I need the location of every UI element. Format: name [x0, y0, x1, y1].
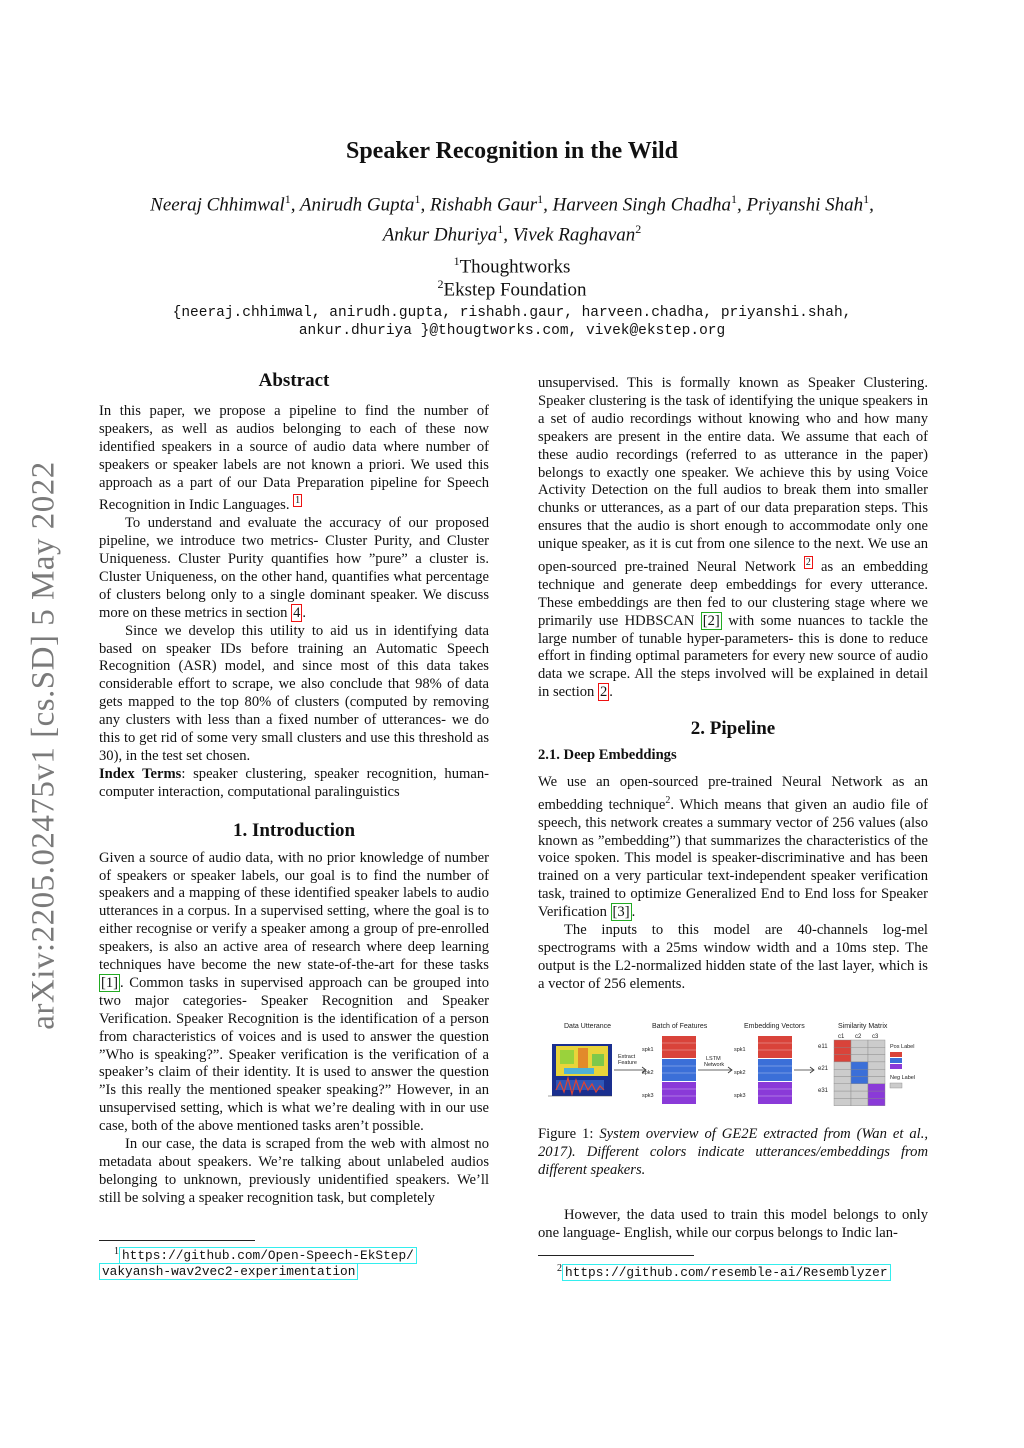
- label-similarity-matrix: Similarity Matrix: [838, 1022, 888, 1030]
- footnote-ref-link[interactable]: 1: [295, 495, 301, 507]
- author-line-2: Ankur Dhuriya$^1$, Vivek Raghavan$^2$: [382, 222, 642, 246]
- label-lstm: LSTM: [706, 1055, 721, 1062]
- abstract-paragraph-3: Since we develop this utility to aid us in identifying data based on speaker IDs before training an Automatic Speech Recognition (ASR) model, and since most of this data takes considerable effort to scrape, we also conclude that 98% of data gets mapped to the top 80% of clusters (computed by removing any clusters with less than a fixed number of utterances- we do this to get rid of some very small clusters and use this threshold as 30), in the test set chosen.: [99, 622, 489, 764]
- similarity-cell: [851, 1076, 868, 1083]
- label-c1: c1: [838, 1033, 845, 1040]
- feature-block-spk3: [662, 1082, 696, 1104]
- similarity-cell: [834, 1084, 851, 1091]
- citation-link[interactable]: [2]: [702, 612, 720, 629]
- legend-spk1: [890, 1052, 902, 1057]
- similarity-cell: [851, 1091, 868, 1098]
- footnote-rule-right: [538, 1255, 694, 1256]
- feature-block-spk1: [662, 1036, 696, 1058]
- author: Neeraj Chhimwal: [150, 194, 285, 216]
- paper-title: Speaker Recognition in the Wild: [345, 138, 679, 164]
- footnote-link[interactable]: https://github.com/resemble-ai/Resemblyzer: [562, 1264, 891, 1281]
- figure-1: [538, 1016, 928, 1126]
- similarity-cell: [851, 1098, 868, 1105]
- citation-link[interactable]: [3]: [612, 904, 630, 921]
- author: Priyanshi Shah: [746, 194, 864, 216]
- abstract-heading: Abstract: [258, 370, 330, 391]
- footnote-ref-link[interactable]: 2: [805, 557, 811, 569]
- similarity-cell: [834, 1062, 851, 1069]
- similarity-cell: [868, 1040, 885, 1047]
- footnote-rule-left: [99, 1240, 255, 1241]
- similarity-cell: [851, 1047, 868, 1054]
- right-paragraph-4: However, the data used to train this model belongs to only one language- English, while our corpus belongs to Indic lan-: [538, 1207, 928, 1242]
- similarity-cell: [868, 1091, 885, 1098]
- similarity-cell: [834, 1040, 851, 1047]
- right-paragraph-2: We use an open-sourced pre-trained Neural Network as an embedding technique$^2$. Which means that given an audio file of speech, this network creates a summary vector of 256 values (also known as ”embedding”) that summarizes the characteristics of the voice spoken. This model is speaker-discriminative and has been trained on a very particular text-independent speaker verification task, trained to optimize Generalized End to End loss for Speaker Verification [3] .: [538, 773, 928, 921]
- right-column: [538, 375, 928, 1243]
- author: Vivek Raghavan: [512, 224, 636, 246]
- abstract-paragraph-1: In this paper, we propose a pipeline to find the number of speakers, as well as audios belonging to each of these now identified speakers in a source of audio data where number of speakers or speaker labels are not known a priori. We used this approach as a part of our Data Preparation pipeline for Speech Recognition in Indic Languages. $^1$: [99, 402, 489, 514]
- similarity-cell: [868, 1098, 885, 1105]
- author: Harveen Singh Chadha: [552, 194, 731, 216]
- similarity-cell: [868, 1069, 885, 1076]
- label-spk2-b: spk2: [734, 1069, 746, 1076]
- footnote-left: $^1$ https://github.com/Open-Speech-EkStep/ vakyansh-wav2vec2-experimentation: [99, 1244, 499, 1280]
- author: Anirudh Gupta: [299, 194, 415, 216]
- spectrogram-image: [548, 1044, 612, 1096]
- figure-caption: Figure 1: System overview of GE2E extracted from (Wan et al., 2017). Different colors indicate utterances/embeddings from different speakers.: [538, 1125, 928, 1178]
- label-embedding-vectors: Embedding Vectors: [744, 1022, 805, 1030]
- label-neg: Neg Label: [890, 1074, 916, 1081]
- footnote-link[interactable]: https://github.com/Open-Speech-EkStep/: [119, 1247, 417, 1264]
- label-e11: e11: [818, 1043, 828, 1050]
- author: Rishabh Gaur: [429, 194, 538, 216]
- deep-embeddings-heading: 2.1. Deep Embeddings: [538, 747, 677, 764]
- legend-spk2: [890, 1058, 902, 1063]
- similarity-cell: [868, 1076, 885, 1083]
- similarity-cell: [868, 1084, 885, 1091]
- label-e21: e21: [818, 1065, 829, 1072]
- label-data-utterance: Data Utterance: [564, 1022, 612, 1030]
- label-spk3-a: spk3: [642, 1092, 654, 1099]
- legend-neg: [890, 1083, 902, 1088]
- label-c3: c3: [872, 1033, 879, 1040]
- abstract-paragraph-2: To understand and evaluate the accuracy of our proposed pipeline, we introduce two metrics- Cluster Purity, and Cluster Uniqueness. Cluster Purity quantifies how ”pure” a cluster is. Cluster Uniqueness, on the other hand, quantifies what percentage of clusters belong only to a single dominant speaker. We discuss more on these metrics in section 4 .: [99, 515, 489, 621]
- label-spk2-a: spk2: [642, 1069, 654, 1076]
- pipeline-heading: 2. Pipeline: [690, 718, 776, 740]
- right-paragraph-1: unsupervised. This is formally known as Speaker Clustering. Speaker clustering is the task of identifying the unique speakers in a set of audio recordings without knowing who and how many speakers are present in the entire data. We assume that each of these audio recordings (referred to as utterance in the paper) belongs to exactly one speaker. We achieve this by using Voice Activity Detection on the full audios to break them into smaller chunks or utterances, as a part of our data preparation steps. This ensures that the audio is short enough to accommodate only one unique speaker, as it is cut from one silence to the next. We use an open-sourced pre-trained Neural Network $^2$ as an embedding technique and generate deep embeddings for every utterance. These embeddings are then fed to our clustering stage where we primarily use HDBSCAN [2] with some nuances to tackle the large number of tunable hyper-parameters- this is done to reduce effort in finding optimal parameters for every new source of audio data we scrape. All the steps involved will be explained in detail in section 2 .: [538, 375, 929, 701]
- similarity-cell: [851, 1069, 868, 1076]
- similarity-cell: [834, 1098, 851, 1105]
- right-paragraph-3: The inputs to this model are 40-channels log-mel spectrograms with a 25ms window width and a 10ms step. The output is the L2-normalized hidden state of the last layer, which is a vector of 256 elements.: [538, 922, 928, 992]
- similarity-cell: [868, 1062, 885, 1069]
- embedding-block-spk1: [758, 1036, 792, 1058]
- embedding-block-spk2: [758, 1059, 792, 1081]
- footnote-right: $^2$ https://github.com/resemble-ai/Resemblyzer: [538, 1261, 938, 1281]
- label-batch-features: Batch of Features: [652, 1022, 708, 1030]
- intro-paragraph-2: In our case, the data is scraped from the web with almost no metadata about speakers. We’re talking about unlabeled audios belonging to unknown, previously unidentified speakers. We’ll still be solving a speaker recognition task, but completely: [99, 1136, 489, 1206]
- label-pos: Pos Label: [890, 1043, 915, 1050]
- section-ref-link[interactable]: 4: [293, 604, 301, 621]
- left-column: [99, 372, 489, 1208]
- ge2e-diagram: [538, 1016, 928, 1126]
- similarity-cell: [834, 1047, 851, 1054]
- author-list: [60, 187, 964, 248]
- similarity-cell: [851, 1062, 868, 1069]
- author: Ankur Dhuriya: [382, 224, 498, 246]
- footnote-link-cont[interactable]: vakyansh-wav2vec2-experimentation: [99, 1263, 358, 1280]
- author-emails: {neeraj.chhimwal, anirudh.gupta, rishabh.gaur, harveen.chadha, priyanshi.shah, ankur.dhuriya }@thougtworks.com, vivek@ekstep.org: [172, 305, 852, 339]
- similarity-cell: [851, 1054, 868, 1061]
- similarity-cell: [868, 1054, 885, 1061]
- embedding-block-spk3: [758, 1082, 792, 1104]
- affiliation-2: $^2$Ekstep Foundation: [437, 277, 587, 301]
- label-spk1-b: spk1: [734, 1046, 746, 1053]
- citation-link[interactable]: [1]: [101, 974, 119, 991]
- index-terms: Index Terms: speaker clustering, speaker recognition, human-computer interaction, computational paralinguistics: [99, 765, 489, 800]
- label-c2: c2: [855, 1033, 862, 1040]
- similarity-cell: [834, 1076, 851, 1083]
- label-network: Network: [704, 1061, 725, 1068]
- section-ref-link[interactable]: 2: [600, 684, 608, 701]
- arxiv-stamp-text: arXiv:2205.02475v1 [cs.SD] 5 May 2022: [25, 460, 62, 1030]
- intro-paragraph-1: Given a source of audio data, with no prior knowledge of number of speakers or speaker labels, our goal is to find the number of speakers and a mapping of these identified speaker labels to audio utterances in a corpus. In a supervised setting, where the goal is to either recognise or verify a speaker among a group of pre-enrolled speakers, is also an active area of research where deep learning techniques have become the new state-of-the-art for these tasks [1] . Common tasks in supervised approach can be grouped into two major categories- Speaker Recognition and Speaker Verification. Speaker Recognition is the identification of a person from characteristics of voices and is used to answer the question ”Who is speaking?”. Speaker verification is the verification of a speaker’s claim of their identity. It is used to answer the question ”Is this really the mentioned speaker speaking?” However, in an unsupervised setting, which is what we’re dealing with in our use case, both of the above mentioned tasks aren’t possible.: [99, 849, 489, 1135]
- label-e31: e31: [818, 1087, 829, 1094]
- similarity-cell: [868, 1047, 885, 1054]
- affiliation-1: $^1$Thoughtworks: [453, 254, 571, 278]
- label-spk1-a: spk1: [642, 1046, 654, 1053]
- arxiv-stamp: [20, 450, 68, 1040]
- feature-block-spk2: [662, 1059, 696, 1081]
- similarity-cell: [851, 1084, 868, 1091]
- introduction-heading: 1. Introduction: [232, 819, 356, 841]
- author-line-1: Neeraj Chhimwal$^1$, Anirudh Gupta$^1$, Rishabh Gaur$^1$, Harveen Singh Chadha$^1$, Priyanshi Shah$^1$,: [150, 192, 874, 216]
- similarity-matrix-grid: [834, 1040, 885, 1106]
- similarity-cell: [834, 1054, 851, 1061]
- similarity-cell: [834, 1091, 851, 1098]
- similarity-cell: [834, 1069, 851, 1076]
- legend-spk3: [890, 1064, 902, 1069]
- similarity-cell: [851, 1040, 868, 1047]
- label-extract: Extract: [618, 1053, 636, 1060]
- label-feature: Feature: [618, 1059, 637, 1066]
- label-spk3-b: spk3: [734, 1092, 746, 1099]
